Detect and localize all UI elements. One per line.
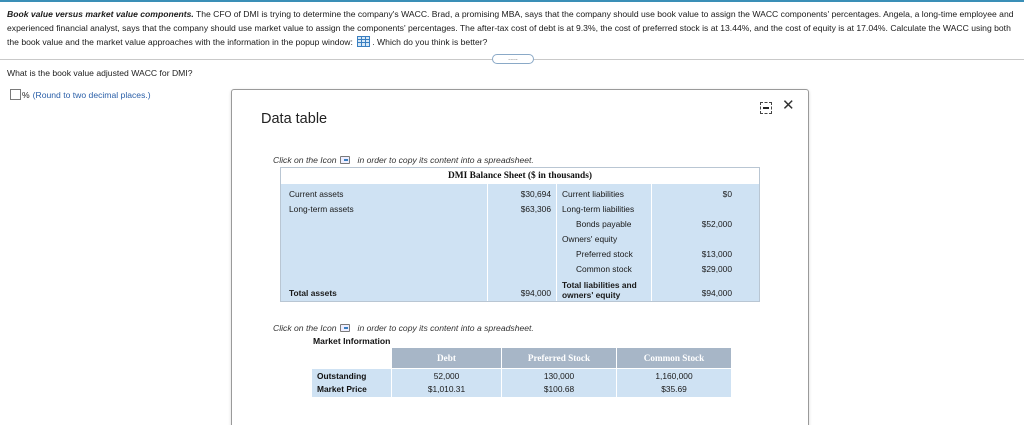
problem-title: Book value versus market value components. [7,9,194,19]
common-stock-value: $29,000 [701,264,732,274]
close-icon[interactable]: ✕ [782,97,795,114]
current-liabilities-label: Current liabilities [562,189,624,199]
preferred-stock-header: Preferred Stock [502,348,616,368]
common-outstanding: 1,160,000 [655,371,693,381]
market-common-column [617,348,731,397]
answer-unit: % [22,89,30,100]
common-stock-label: Common stock [576,264,632,274]
common-market-price: $35.69 [661,384,687,394]
question-text: What is the book value adjusted WACC for DMI? [7,68,193,78]
owners-equity-label: Owners' equity [562,234,618,244]
copy-note-tail: in order to copy its content into a spreadsheet. [357,155,534,165]
copy-note-balance [273,155,534,165]
copy-market-info-icon[interactable] [340,324,350,332]
outstanding-label: Outstanding [317,371,367,381]
market-price-label: Market Price [317,384,367,394]
balance-sheet-table [280,167,760,302]
total-liabilities-label-line2: owners' equity [562,290,621,300]
current-assets-label: Current assets [289,189,344,199]
copy-balance-sheet-icon[interactable] [340,156,350,164]
current-assets-value: $30,694 [520,189,551,199]
market-row-label-column [312,348,391,397]
total-assets-value: $94,000 [520,288,551,298]
market-info-label: Market Information [313,336,391,346]
total-liabilities-label-line1: Total liabilities and [562,280,637,290]
bs-assets-label-column [281,184,487,301]
data-table-icon[interactable] [357,36,370,47]
market-preferred-column [502,348,616,397]
common-values [617,369,731,397]
long-term-assets-value: $63,306 [520,204,551,214]
copy-note-market [273,323,534,333]
answer-row [10,89,151,100]
long-term-liabilities-label: Long-term liabilities [562,204,635,214]
bs-assets-value-column [487,184,556,301]
data-table-popup [231,89,809,425]
debt-values [392,369,501,397]
problem-text-end: . Which do you think is better? [372,37,488,47]
expand-more-button[interactable]: ..... [492,54,534,64]
preferred-stock-value: $13,000 [701,249,732,259]
copy-note-lead: Click on the Icon [273,155,337,165]
total-assets-label: Total assets [289,288,337,298]
debt-outstanding: 52,000 [433,371,460,381]
preferred-values [502,369,616,397]
preferred-stock-label: Preferred stock [576,249,633,259]
popup-title: Data table [261,111,328,127]
copy-note-tail: in order to copy its content into a spreadsheet. [357,323,534,333]
bonds-payable-value: $52,000 [701,219,732,229]
problem-statement [7,7,1019,49]
common-stock-header: Common Stock [617,348,731,368]
balance-sheet-heading: DMI Balance Sheet ($ in thousands) [281,168,759,184]
bs-liabilities-label-column [556,184,651,301]
copy-note-lead: Click on the Icon [273,323,337,333]
preferred-outstanding: 130,000 [543,371,575,381]
bonds-payable-label: Bonds payable [576,219,632,229]
top-accent-rule [0,0,1024,2]
debt-header: Debt [392,348,501,368]
market-debt-column [392,348,501,397]
current-liabilities-value: $0 [722,189,732,199]
long-term-assets-label: Long-term assets [289,204,354,214]
market-row-label-cell [312,369,391,397]
debt-market-price: $1,010.31 [427,384,466,394]
total-liabilities-value: $94,000 [701,288,732,298]
minimize-icon[interactable] [760,102,772,114]
problem-text: The CFO of DMI is trying to determine the company's WACC. Brad, a promising MBA, says that the company should use book value to assign the WACC components' percentages. Angela, a long-time employee and experienced financial analyst, says that the company should use market value to assign the components' percentages. The after-tax cost of debt is at 9.3%, the cost of preferred stock is at 13.44%, and the cost of equity is at 17.04%. Calculate the WACC using both the book value and the market value approaches with the information in the popup window: [7,9,1014,47]
answer-hint: (Round to two decimal places.) [32,89,151,100]
market-info-table [312,348,731,397]
preferred-market-price: $100.68 [543,384,575,394]
answer-input[interactable] [10,89,21,100]
bs-liabilities-value-column [651,184,759,301]
